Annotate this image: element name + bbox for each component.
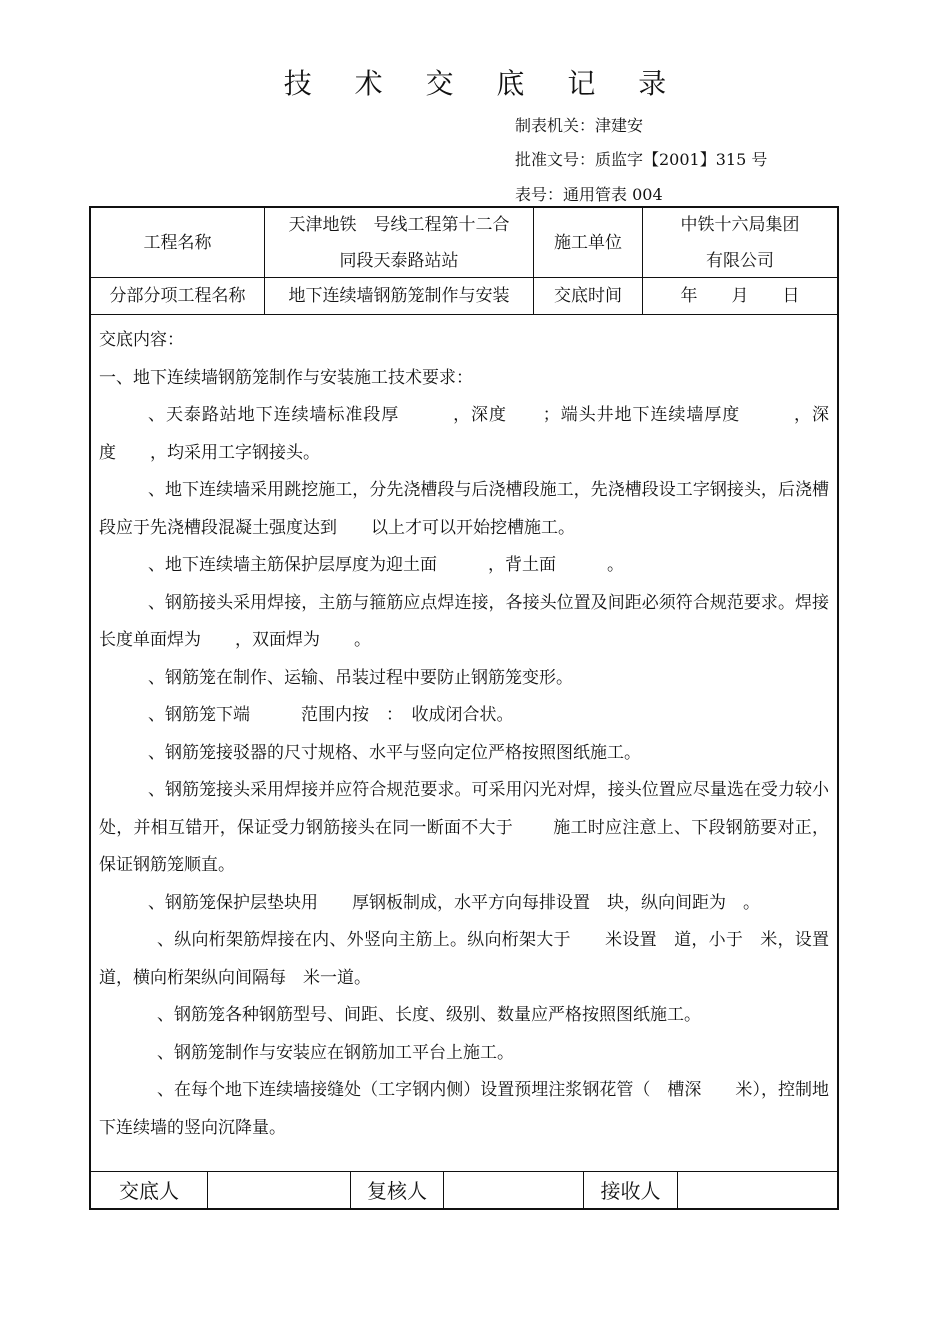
construction-unit-label: 施工单位 [554,232,622,253]
handover-content [99,322,846,1147]
content-item: 、钢筋笼保护层垫块用 厚钢板制成，水平方向每排设置 块，纵向间距为 。 [148,892,760,913]
content-item: 、地下连续墙采用跳挖施工，分先浇槽段与后浇槽段施工，先浇槽段设工字钢接头，后浇槽段应于先浇槽段混凝土强度达到 以上才可以开始挖槽施工。 [99,480,829,538]
handover-by-label: 交底人 [119,1178,179,1203]
receiver-label: 接收人 [600,1178,661,1203]
content-heading: 交底内容： [99,330,184,350]
subproject-label: 分部分项工程名称 [109,286,246,306]
reviewer-label: 复核人 [367,1178,427,1203]
content-item: 、纵向桁架筋焊接在内、外竖向主筋上。纵向桁架大于 米设置 道，小于 米，设置 道，横向桁架纵向间隔每 米一道。 [99,930,846,988]
reviewer-signature[interactable] [444,1172,583,1209]
document-title: 技 术 交 底 记 录 [283,67,684,100]
content-item: 、钢筋笼接头采用焊接并应符合规范要求。可采用闪光对焊，接头位置应尽量选在受力较小处，并相互错开，保证受力钢筋接头在同一断面不大于 施工时应注意上、下段钢筋要对正，保证钢筋笼顺直。 [99,780,829,875]
content-item: 、钢筋接头采用焊接，主筋与箍筋应点焊连接，各接头位置及间距必须符合规范要求。焊接长度单面焊为 ，双面焊为 。 [99,592,829,650]
project-name-label: 工程名称 [143,232,212,253]
approval-number-line: 批准文号：质监字【2001】315 号 [515,150,768,169]
handover-time-label: 交底时间 [554,286,622,306]
content-item: 、地下连续墙主筋保护层厚度为迎土面 ，背土面 。 [148,555,624,575]
content-item: 、钢筋笼下端 范围内按 ： 收成闭合状。 [148,705,514,725]
project-name-value: 天津地铁 号线工程第十二合 同段天泰路站站 [288,214,510,271]
section-title: 一、地下连续墙钢筋笼制作与安装施工技术要求： [99,367,473,388]
content-item: 、钢筋笼制作与安装应在钢筋加工平台上施工。 [157,1042,514,1063]
subproject-value: 地下连续墙钢筋笼制作与安装 [288,286,510,306]
handover-time-value: 年 月 日 [680,286,800,306]
content-item: 、天泰路站地下连续墙标准段厚 ，深度 ；端头井地下连续墙厚度 ，深度 ，均采用工字钢接头。 [99,405,829,463]
form-number-line: 表号：通用管表 004 [515,185,663,204]
row-divider [90,314,838,315]
handover-by-signature[interactable] [208,1172,350,1209]
content-item: 、钢筋笼各种钢筋型号、间距、长度、级别、数量应严格按照图纸施工。 [157,1005,701,1025]
receiver-signature[interactable] [678,1172,837,1209]
content-item: 、在每个地下连续墙接缝处（工字钢内侧）设置预埋注浆钢花管（ 槽深 米），控制地下连续墙的竖向沉降量。 [99,1080,829,1138]
content-item: 、钢筋笼接驳器的尺寸规格、水平与竖向定位严格按照图纸施工。 [148,742,641,763]
issuer-line: 制表机关：津建安 [515,116,644,135]
content-item: 、钢筋笼在制作、运输、吊装过程中要防止钢筋笼变形。 [148,667,573,688]
construction-unit-value: 中铁十六局集团 有限公司 [680,214,800,271]
